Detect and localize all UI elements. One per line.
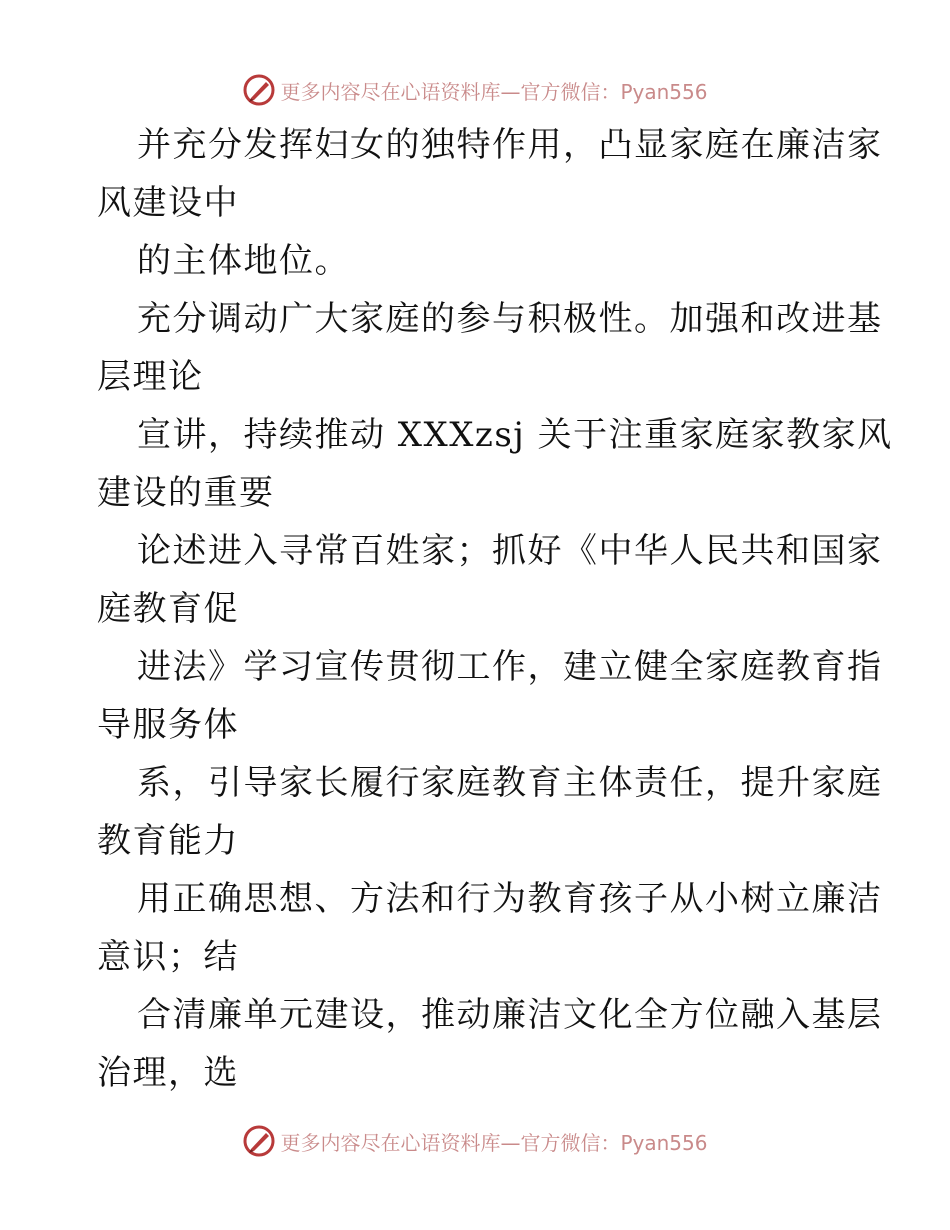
text-line: 导服务体 — [97, 705, 239, 745]
header-watermark — [0, 70, 950, 110]
text-line: 充分调动广大家庭的参与积极性。加强和改进基 — [137, 299, 883, 339]
text-line: 论述进入寻常百姓家；抓好《中华人民共和国家 — [137, 531, 883, 571]
text-line: 层理论 — [97, 357, 204, 397]
text-line: 建设的重要 — [97, 473, 275, 513]
text-line: 意识；结 — [97, 937, 239, 977]
quill-pen-logo-icon — [242, 73, 276, 107]
text-line: 宣讲，持续推动 XXXzsj 关于注重家庭家教家风 — [137, 415, 893, 455]
text-line: 的主体地位。 — [137, 241, 350, 281]
header-watermark-text: 更多内容尽在心语资料库—官方微信：Pyan556 — [280, 79, 708, 104]
text-line: 治理，选 — [97, 1053, 239, 1093]
text-line: 合清廉单元建设，推动廉洁文化全方位融入基层 — [137, 995, 883, 1035]
quill-pen-logo-icon — [242, 1124, 276, 1158]
text-line: 风建设中 — [97, 183, 239, 223]
text-line: 庭教育促 — [97, 589, 239, 629]
footer-watermark — [0, 1121, 950, 1161]
text-line: 教育能力 — [97, 821, 239, 861]
text-line: 进法》学习宣传贯彻工作，建立健全家庭教育指 — [137, 647, 883, 687]
footer-watermark-text: 更多内容尽在心语资料库—官方微信：Pyan556 — [280, 1130, 708, 1155]
text-line: 并充分发挥妇女的独特作用，凸显家庭在廉洁家 — [137, 125, 883, 165]
text-line: 系，引导家长履行家庭教育主体责任，提升家庭 — [137, 763, 883, 803]
text-line: 用正确思想、方法和行为教育孩子从小树立廉洁 — [137, 879, 883, 919]
document-body — [97, 116, 893, 1102]
